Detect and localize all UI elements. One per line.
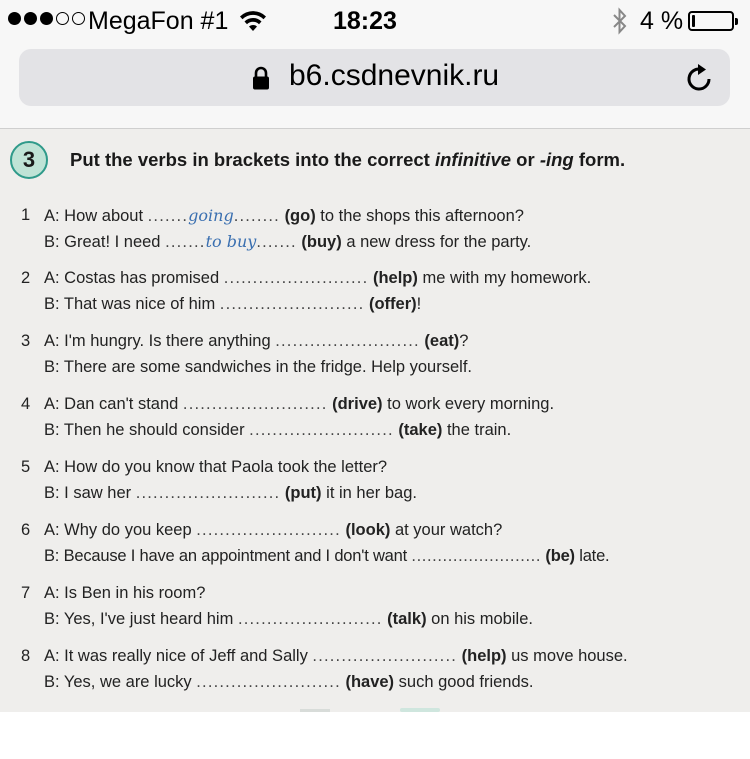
bluetooth-icon <box>612 7 628 35</box>
exercise-line: B: Yes, we are lucky ......................... (have) such good friends. <box>44 673 534 691</box>
item-number: 3 <box>21 332 31 350</box>
handwritten-answer: going <box>188 206 234 225</box>
status-time: 18:23 <box>333 7 397 35</box>
battery-percent: 4 % <box>640 7 684 35</box>
signal-dot <box>24 12 37 25</box>
exercise-line: A: Dan can't stand ......................... (drive) to work every morning. <box>44 395 555 413</box>
exercise-line: A: It was really nice of Jeff and Sally ......................... (help) us move house. <box>44 647 628 665</box>
battery-level <box>692 15 695 27</box>
exercise-line: B: Because I have an appointment and I don't want ......................... (be) late. <box>44 547 610 565</box>
exercise-line: A: How do you know that Paola took the letter? <box>44 458 388 476</box>
exercise-line: A: Is Ben in his room? <box>44 584 206 602</box>
item-number: 6 <box>21 521 31 539</box>
lock-icon <box>251 65 271 91</box>
exercise-line: A: Why do you keep ......................... (look) at your watch? <box>44 521 503 539</box>
status-bar <box>0 0 750 40</box>
exercise-line: A: How about .......going........ (go) to the shops this afternoon? <box>44 206 524 225</box>
battery-icon <box>688 11 734 31</box>
signal-dot <box>56 12 69 25</box>
worksheet-image <box>0 129 750 712</box>
item-number: 5 <box>21 458 31 476</box>
item-number: 1 <box>21 206 31 224</box>
url-text[interactable]: b6.csdnevnik.ru <box>289 59 500 92</box>
exercise-line: B: Great! I need .......to buy....... (buy) a new dress for the party. <box>44 232 532 251</box>
handwritten-answer: to buy <box>205 232 257 251</box>
signal-dot <box>8 12 21 25</box>
item-number: 8 <box>21 647 31 665</box>
browser-toolbar <box>0 40 750 129</box>
item-number: 7 <box>21 584 31 602</box>
exercise-instruction: Put the verbs in brackets into the correct infinitive or -ing form. <box>70 149 626 170</box>
address-bar[interactable] <box>19 49 730 106</box>
exercise-line: B: I saw her ......................... (put) it in her bag. <box>44 484 417 502</box>
exercise-number-badge: 3 <box>10 141 48 179</box>
exercise-line: B: Yes, I've just heard him ......................... (talk) on his mobile. <box>44 610 533 628</box>
signal-dot <box>40 12 53 25</box>
reload-icon[interactable] <box>684 61 716 95</box>
faint-page-mark <box>300 707 460 713</box>
wifi-icon <box>238 9 268 33</box>
item-number: 2 <box>21 269 31 287</box>
carrier-name: MegaFon #1 <box>88 7 229 35</box>
exercise-line: A: I'm hungry. Is there anything ......................... (eat)? <box>44 332 469 350</box>
exercise-line: B: There are some sandwiches in the fridge. Help yourself. <box>44 358 472 376</box>
item-number: 4 <box>21 395 31 413</box>
exercise-line: A: Costas has promised ......................... (help) me with my homework. <box>44 269 592 287</box>
cellular-signal-icon <box>8 12 85 25</box>
exercise-line: B: Then he should consider ......................... (take) the train. <box>44 421 512 439</box>
signal-dot <box>72 12 85 25</box>
exercise-line: B: That was nice of him ......................... (offer)! <box>44 295 422 313</box>
